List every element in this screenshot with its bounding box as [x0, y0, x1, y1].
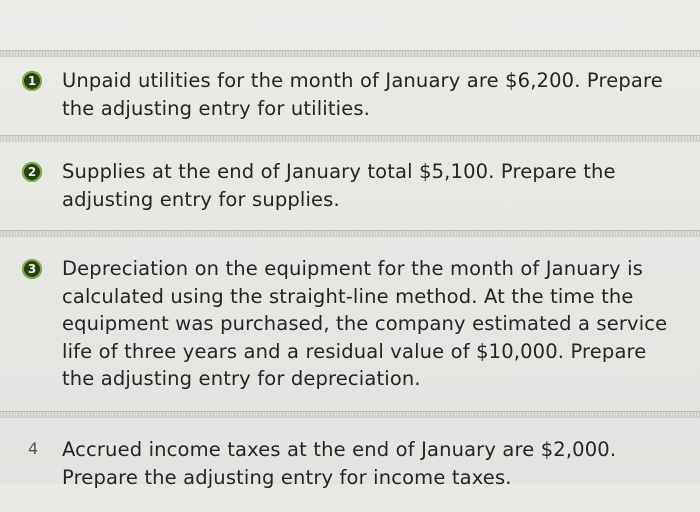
item-description: Depreciation on the equipment for the month of January is calculated using the straight-line method. At the time the equipment was purchased, the company estimated a service life of three years and a residual value of $10,000. Prepare the adjusting entry for depreciation.	[62, 257, 668, 390]
row-divider	[0, 230, 700, 237]
item-description: Unpaid utilities for the month of January are $6,200. Prepare the adjusting entry for utilities.	[62, 69, 663, 120]
completed-step-badge: 3	[22, 259, 42, 279]
list-item-4[interactable]	[0, 418, 700, 512]
row-divider	[0, 411, 700, 418]
item-description: Accrued income taxes at the end of January are $2,000. Prepare the adjusting entry for income taxes.	[62, 438, 617, 489]
list-item-2[interactable]	[0, 142, 700, 230]
completed-step-badge: 1	[22, 71, 42, 91]
item-description: Supplies at the end of January total $5,100. Prepare the adjusting entry for supplies.	[62, 160, 616, 211]
completed-step-badge: 2	[22, 162, 42, 182]
list-item-3[interactable]	[0, 237, 700, 411]
row-divider	[0, 50, 700, 57]
step-number: 4	[28, 439, 39, 458]
top-spacing	[0, 0, 700, 50]
row-divider	[0, 135, 700, 142]
list-item-1[interactable]	[0, 57, 700, 135]
